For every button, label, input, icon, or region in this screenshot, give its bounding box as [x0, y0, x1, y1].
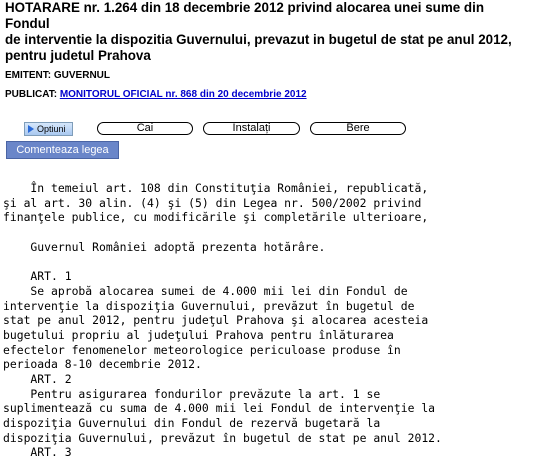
law-text-line — [3, 254, 534, 269]
monitorul-oficial-link[interactable]: MONITORUL OFICIAL nr. 868 din 20 decembrie 2012 — [59, 89, 307, 100]
law-text-line: În temeiul art. 108 din Constituţia României, republicată, — [3, 181, 429, 195]
law-text-line — [3, 225, 534, 240]
play-icon — [28, 125, 34, 133]
law-text-line: ART. 2 — [3, 371, 72, 386]
law-text-line: ART. 1 — [3, 269, 72, 284]
options-label: Optiuni — [37, 124, 66, 134]
law-text-line: Pentru asigurarea fondurilor prevăzute la art. 1 se — [3, 386, 381, 401]
comment-law-button[interactable]: Comenteaza legea — [6, 141, 119, 159]
law-text-line: dispoziţia Guvernului, prevăzut în bugetul de stat pe anul 2012. — [3, 430, 442, 445]
title-line: pentru judetul Prahova — [5, 48, 151, 63]
law-text-line: Guvernul României adoptă prezenta hotărâre. — [3, 239, 326, 254]
law-text-line: Se aprobă alocarea sumei de 4.000 mii lei din Fondul de — [3, 283, 408, 298]
law-text-line: perioada 8-10 decembrie 2012. — [3, 357, 202, 372]
document-title — [5, 0, 530, 64]
title-line: de interventie la dispozitia Guvernului, prevazut in bugetul de stat pe anul 2012, — [5, 32, 512, 47]
law-text-line: ART. 3 — [3, 445, 72, 460]
title-line: HOTARARE nr. 1.264 din 18 decembrie 2012 privind alocarea unei sume din Fondul — [5, 0, 485, 31]
law-text-line: stat pe anul 2012, pentru judeţul Prahova şi alocarea acesteia — [3, 313, 429, 328]
law-body-text — [3, 181, 534, 460]
law-text-line: şi al art. 30 alin. (4) şi (5) din Legea nr. 500/2002 privind — [3, 195, 422, 210]
law-text-line: bugetului propriu al judeţului Prahova pentru înlăturarea — [3, 327, 394, 342]
pill-button-bere[interactable]: Bere — [310, 122, 406, 135]
law-text-line: finanţele publice, cu modificările şi completările ulterioare, — [3, 210, 429, 225]
options-button[interactable] — [24, 122, 73, 136]
publicat-line — [5, 89, 307, 101]
publicat-label: PUBLICAT: — [5, 89, 58, 100]
law-text-line: suplimentează cu suma de 4.000 mii lei Fondul de intervenţie la — [3, 401, 436, 416]
pill-button-instalati[interactable]: Instalați — [203, 122, 300, 135]
emitent-line: EMITENT: GUVERNUL — [5, 70, 110, 81]
pill-button-cai[interactable]: Cai — [97, 122, 193, 135]
law-text-line: dispoziţia Guvernului din Fondul de rezervă bugetară la — [3, 416, 381, 430]
law-text-line: efectelor fenomenelor meteorologice periculoase produse în — [3, 342, 401, 357]
law-text-line: intervenţie la dispoziţia Guvernului, prevăzut în bugetul de — [3, 298, 415, 313]
